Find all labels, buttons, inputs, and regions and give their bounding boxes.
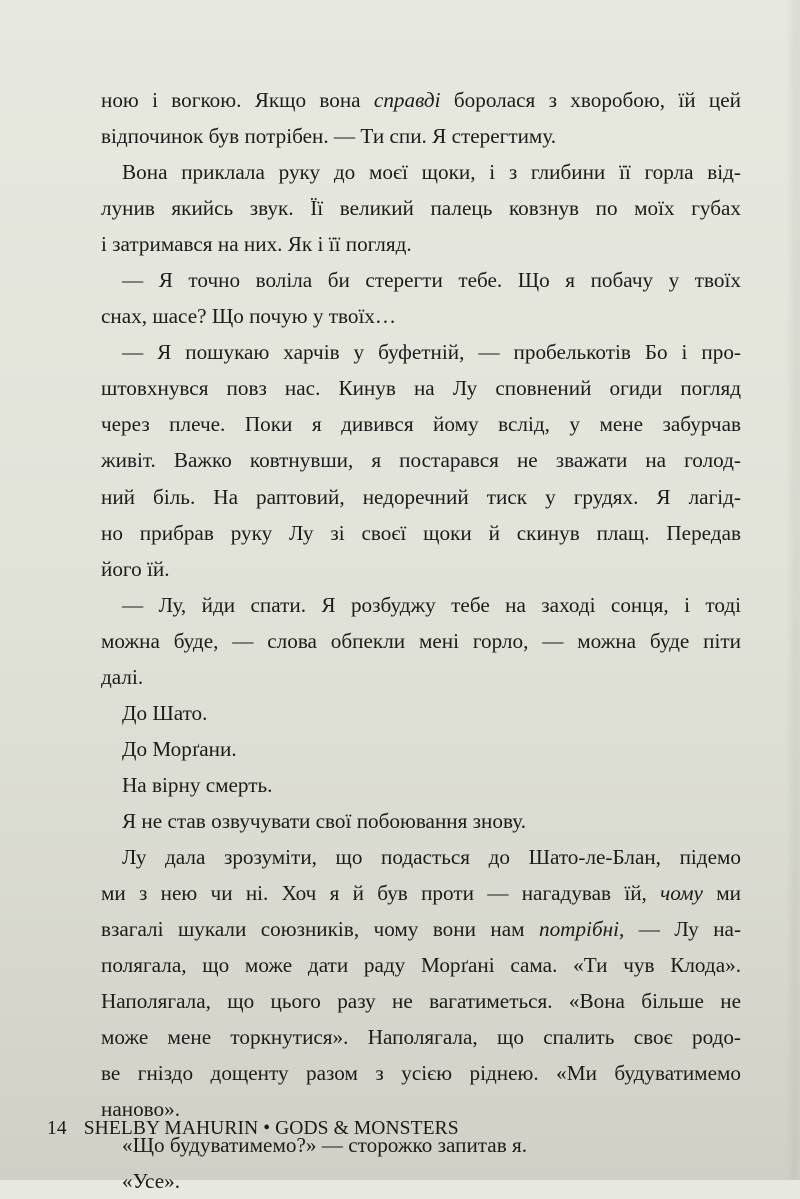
running-footer [47, 1118, 459, 1140]
text-segment: До Морґани. [122, 736, 237, 761]
text-line [101, 1019, 741, 1055]
text-line [101, 82, 741, 118]
text-line [101, 442, 741, 478]
text-segment: Вона приклала руку до моєї щоки, і з глибини її горла від- [122, 160, 741, 185]
text-segment: ве гніздо дощенту разом з усією ріднею. «Ми будуватимемо [101, 1061, 741, 1086]
text-segment: — Я пошукаю харчів у буфетній, — пробелькотів Бо і про- [122, 340, 741, 365]
text-line [101, 839, 741, 875]
running-head: SHELBY MAHURIN • GODS & MONSTERS [83, 1118, 459, 1139]
text-segment: До Шато. [122, 700, 208, 725]
emphasis-text: чому [660, 881, 703, 906]
text-segment: ною і вогкою. Якщо вона [101, 88, 374, 112]
text-segment: но прибрав руку Лу зі своєї щоки й скинув плащ. Передав [101, 520, 741, 545]
text-line [101, 370, 741, 406]
text-segment: взагалі шукали союзників, чому вони нам [101, 917, 539, 942]
text-segment: можна буде, — слова обпекли мені горло, — можна буде піти [101, 628, 741, 653]
page-edge-shadow [786, 0, 800, 1180]
text-segment: ми з нею чи ні. Хоч я й був проти — нагадував їй, [101, 881, 661, 906]
text-line [101, 154, 741, 190]
text-segment: далі. [101, 664, 144, 689]
text-line [101, 911, 741, 947]
text-line [101, 118, 741, 154]
text-line [101, 190, 741, 226]
text-line [101, 298, 741, 334]
body-text [101, 82, 741, 1199]
text-segment: Лу дала зрозуміти, що подасться до Шато-ле-Блан, підемо [122, 844, 741, 869]
text-line [101, 623, 741, 659]
text-line [101, 479, 741, 515]
text-segment: може мене торкнутися». Наполягала, що спалить своє родо- [101, 1025, 741, 1050]
text-segment: наново». [101, 1097, 181, 1122]
text-segment: полягала, що може дати раду Морґані сама. «Ти чув Клода». [101, 953, 741, 978]
text-line [101, 226, 741, 262]
text-segment: — Я точно воліла би стерегти тебе. Що я побачу у твоїх [122, 268, 741, 293]
text-line [101, 875, 741, 911]
text-line [101, 334, 741, 370]
text-segment: ми [702, 881, 742, 906]
text-line [101, 406, 741, 442]
text-line [101, 551, 741, 587]
text-line [101, 695, 741, 731]
text-line [101, 731, 741, 767]
text-segment: Наполягала, що цього разу не вагатиметься. «Вона більше не [101, 989, 741, 1014]
text-segment: лунив якийсь звук. Її великий палець ковзнув по моїх губах [101, 196, 741, 221]
text-line [101, 1055, 741, 1091]
text-segment: На вірну смерть. [122, 772, 273, 797]
text-segment: через плече. Поки я дивився йому вслід, у мене забурчав [101, 412, 741, 437]
text-segment: боролася з хворобою, їй цей [440, 88, 741, 112]
text-segment: «Що будуватимемо?» — сторожко запитав я. [122, 1133, 528, 1158]
text-line [101, 515, 741, 551]
text-segment: — Лу, йди спати. Я розбуджу тебе на заході сонця, і тоді [122, 592, 741, 617]
text-line [101, 1163, 741, 1199]
text-segment: відпочинок був потрібен. — Ти спи. Я стерегтиму. [101, 124, 557, 149]
text-line [101, 767, 741, 803]
text-segment: — Лу на- [624, 917, 742, 942]
text-segment: ний біль. На раптовий, недоречний тиск у грудях. Я лагід- [101, 484, 741, 509]
text-line [101, 262, 741, 298]
text-line [101, 803, 741, 839]
page-number: 14 [47, 1118, 67, 1139]
text-segment: живіт. Важко ковтнувши, я постарався не зважати на голод- [101, 448, 741, 473]
text-segment: снах, шасе? Що почую у твоїх… [101, 304, 397, 329]
emphasis-text: справді [373, 88, 441, 112]
text-line [101, 659, 741, 695]
text-line [101, 587, 741, 623]
emphasis-text: потрібні, [538, 917, 625, 942]
text-line [101, 983, 741, 1019]
text-segment: «Усе». [122, 1169, 181, 1194]
text-segment: і затримався на них. Як і її погляд. [101, 232, 412, 257]
text-segment: його їй. [101, 556, 170, 581]
text-line [101, 947, 741, 983]
text-segment: штовхнувся повз нас. Кинув на Лу сповнений огиди погляд [101, 376, 741, 401]
text-segment: Я не став озвучувати свої побоювання знову. [122, 808, 527, 833]
